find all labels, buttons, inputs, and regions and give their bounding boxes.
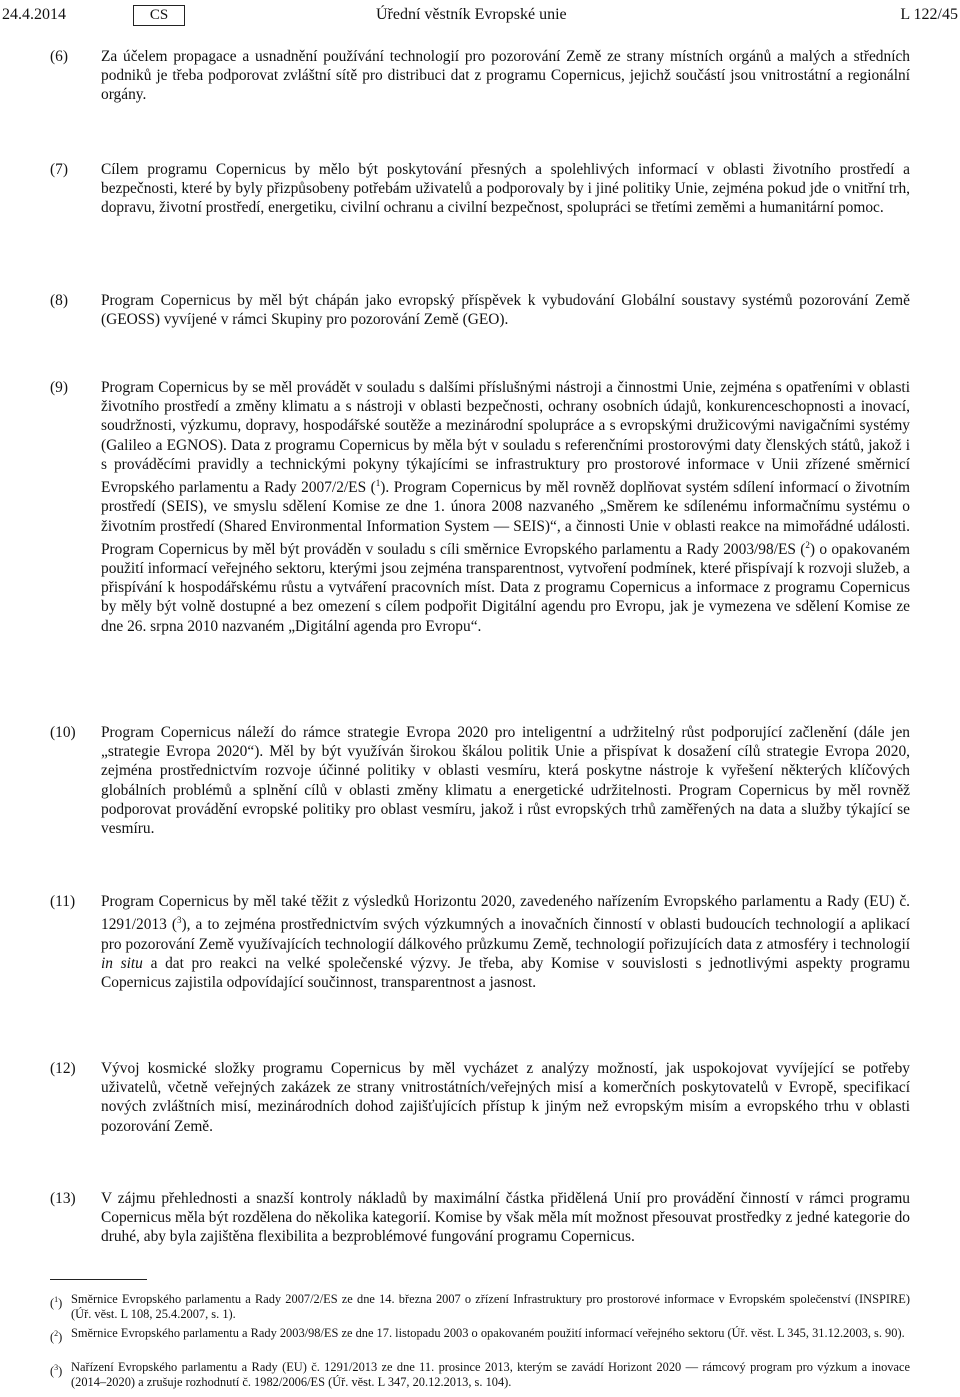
recital-text: [101, 378, 910, 636]
recital-text: Cílem programu Copernicus by mělo být poskytování přesných a spolehlivých informací v oblasti životního prostředí a bezpečnosti, které by byly přizpůsobeny potřebám uživatelů a podporovaly by i jiné politiky Unie, zejména pokud jde o vnitřní trh, dopravu, životní prostředí, energetiku, civilní ochranu a civilní bezpečnost, spolupráci se třetími zeměmi a humanitární pomoc.: [101, 161, 910, 217]
recital-text-part: ), a to zejména prostřednictvím svých výzkumných a inovačních činností v oblasti budoucích technologií a aplikací pro pozorování Země využívajících technologií dálkového průzkumu Země, technologií pořizujících data z atmosféry i technologií: [101, 916, 911, 953]
recital-text-part: ). Program Copernicus by měl rovněž doplňovat systém sdílení informací o životním prostředí (SEIS), ve smyslu sdělení Komise ze dne 1. února 2008 nazvaného „Směrem ke sdílenému informačnímu systému o životním prostředí (Shared Environmental Information System — SEIS)“, a činnosti Unie v oblasti reakce na mimořádné události. Program Copernicus by měl být prováděn v souladu s cíli směrnice Evropského parlamentu a Rady 2003/98/ES (: [101, 479, 910, 558]
recital-text: Vývoj kosmické složky programu Copernicus by měl vycházet z analýzy možností, jak uspokojovat vyvíjející se potřeby uživatelů, včetně veřejných zakázek ze strany vnitrostátních/veřejných misí a komerčních poskytovatelů v Evropě, specifikací nových zvláštních misí, mezinárodních dohod zajišťujících přístup k jiným než evropským misím a evropského trhu v oblasti pozorování Země.: [101, 1060, 910, 1135]
language-code-box: CS: [133, 5, 185, 26]
recital-text: V zájmu přehlednosti a snazší kontroly nákladů by maximální částka přidělená Unií pro provádění činností v rámci programu Copernicus měla být rozdělena do několika kategorií. Komise by však měla mít možnost přesouvat prostředky z jedné kategorie do druhé, aby byla zajištěna flexibilita a bezproblémové fungování programu Copernicus.: [101, 1190, 910, 1246]
footnote-reference[interactable]: 1: [375, 478, 381, 489]
recital-number: (7): [50, 161, 68, 178]
footnote-text: Nařízení Evropského parlamentu a Rady (EU) č. 1291/2013 ze dne 11. prosince 2013, kterým se zavádí Horizont 2020 — rámcový program pro výzkum a inovace (2014–2020) a zrušuje rozhodnutí č. 1982/2006/ES (Úř. věst. L 347, 20.12.2013, s. 104).: [71, 1360, 910, 1390]
recital-number: (10): [50, 724, 76, 741]
recital-text-part: Program Copernicus by měl také těžit z výsledků Horizontu 2020, zavedeného nařízením Evropského parlamentu a Rady (EU) č. 1291/2013 (: [101, 893, 910, 934]
footnote-number: ($^2$): [50, 1329, 63, 1345]
recital-text: Za účelem propagace a usnadnění používání technologií pro pozorování Země ze strany místních orgánů a malých a středních podniků je třeba podporovat zvláštní sítě pro distribuci dat z programu Copernicus, jejichž součástí jsou vnitrostátní a regionální orgány.: [101, 48, 910, 104]
footnote-text: Směrnice Evropského parlamentu a Rady 2003/98/ES ze dne 17. listopadu 2003 o opakovaném použití informací veřejného sektoru (Úř. věst. L 345, 31.12.2003, s. 90).: [71, 1326, 905, 1340]
recital-number: (12): [50, 1060, 76, 1077]
footnote-number: ($^3$): [50, 1363, 63, 1379]
footnote-divider: [50, 1279, 147, 1280]
recital-text: Program Copernicus by měl být chápán jako evropský příspěvek k vybudování Globální soustavy systémů pozorování Země (GEOSS) vyvíjené v rámci Skupiny pro pozorování Země (GEO).: [101, 292, 910, 329]
recital-text-part: Program Copernicus by se měl provádět v souladu s dalšími příslušnými nástroji a činnostmi Unie, zejména s opatřeními v oblasti životního prostředí a změny klimatu a s nástroji v oblasti bezpečnosti, ochrany osobních údajů, konkurenceschopnosti a inovací, soudržnosti, výzkumu, dopravy, hospodářské soutěže a mezinárodní spolupráce a s evropskými družicovými navigačními systémy (Galileo a EGNOS). Data z programu Copernicus by měla být v souladu s referenčními prostorovými daty členských států, jakož i s prováděcími pravidly a technickými pokyny týkajícími se infrastruktury pro prostorové informace v Unii zřízené směrnicí Evropského parlamentu a Rady 2007/2/ES (: [101, 379, 910, 497]
recital-number: (6): [50, 48, 68, 65]
recital-text: Program Copernicus náleží do rámce strategie Evropa 2020 pro inteligentní a udržitelný růst podporující začlenění (dále jen „strategie Evropa 2020“). Měl by být využíván širokou škálou politik Unie a přispívat k dosažení cílů strategie Evropa 2020, zejména prostřednictvím rozvoje účinné politiky v oblasti vesmíru, která poskytne nástroje k vyřešení některých klíčových globálních problémů a splnění cílů v oblasti změny klimatu a energetické udržitelnosti. Program Copernicus by měl rovněž podporovat provádění evropské politiky pro oblast vesmíru, jakož i růst evropských trhů zaměřených na data a služby týkající se vesmíru.: [101, 724, 910, 838]
recital-number: (8): [50, 292, 68, 309]
recital-number: (11): [50, 893, 76, 910]
recital-text: [101, 892, 910, 992]
publication-date: 24.4.2014: [2, 6, 66, 23]
footnote-reference[interactable]: 3: [177, 915, 182, 926]
footnote-reference[interactable]: 2: [805, 539, 810, 550]
recital-number: (13): [50, 1190, 76, 1207]
recital-text-part: a dat pro reakci na velké společenské výzvy. Je třeba, aby Komise v souvislosti s jednotlivými aspekty programu Copernicus zajistila odpovídající součinnost, transparentnost a jasnost.: [101, 954, 910, 991]
recital-number: (9): [50, 379, 68, 396]
journal-title: Úřední věstník Evropské unie: [376, 6, 567, 23]
page-reference: L 122/45: [900, 6, 958, 23]
footnote-text: Směrnice Evropského parlamentu a Rady 2007/2/ES ze dne 14. března 2007 o zřízení Infrastruktury pro prostorové informace v Evropském společenství (INSPIRE) (Úř. věst. L 108, 25.4.2007, s. 1).: [71, 1292, 910, 1322]
footnote-number: ($^1$): [50, 1295, 63, 1311]
italic-term: in situ: [101, 954, 143, 972]
page-header: [0, 4, 960, 26]
recital-text-part: ) o opakovaném použití informací veřejného sektoru, kterými jsou zejména transparentnost, vytvoření podmínek, které přispívají k rozvoji služeb, a přispívání k hospodářskému růstu a vytváření pracovních míst. Data z programu Copernicus a informace z programu Copernicus by měly být volně dostupné a bez omezení s cílem podpořit Digitální agendu pro Evropu, jak je vymezena ve sdělení Komise ze dne 26. srpna 2010 nazvaném „Digitální agenda pro Evropu“.: [101, 540, 911, 635]
